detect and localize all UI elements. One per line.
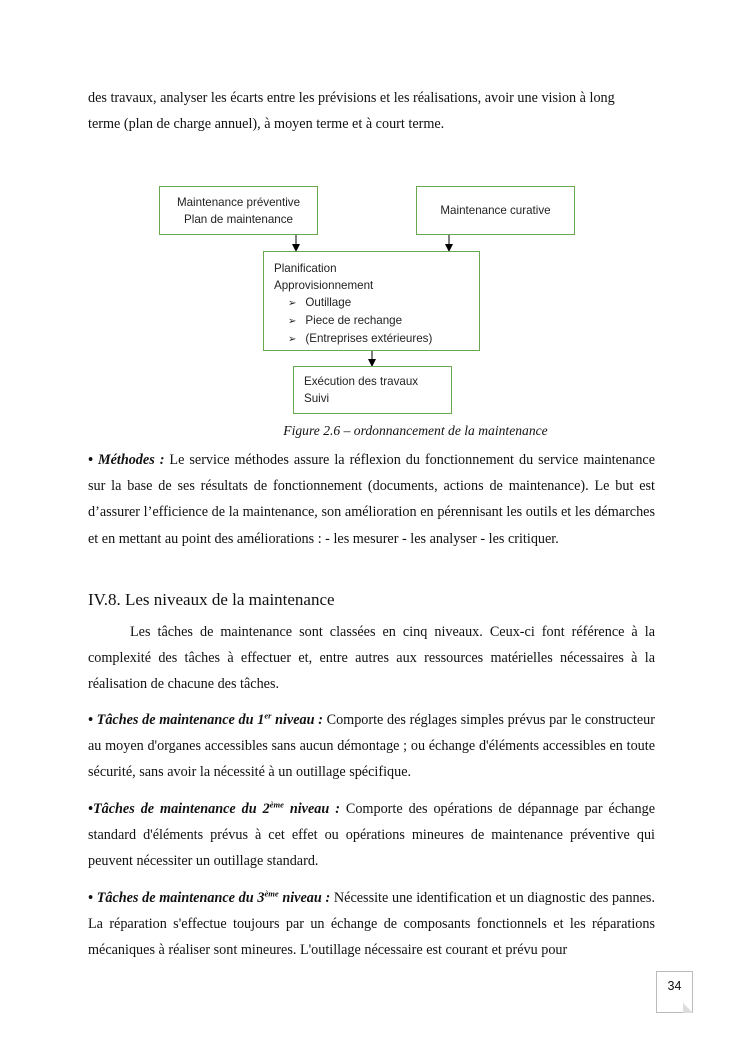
section-intro-paragraph: Les tâches de maintenance sont classées en cinq niveaux. Ceux-ci font référence à la complexité des tâches à effectuer et, entre autres aux ressources matérielles nécessaires à la réalisation de chacune des tâches. <box>88 624 655 693</box>
planning-list <box>274 294 469 348</box>
figure-caption: Figure 2.6 – ordonnancement de la maintenance <box>283 423 548 438</box>
bullet: • <box>88 890 93 906</box>
box-preventive-line-1: Maintenance préventive <box>176 195 301 209</box>
box-curative-label: Maintenance curative <box>440 204 551 217</box>
level-2-label: Tâches de maintenance du 2ème niveau : <box>92 799 340 817</box>
level-1-label: Tâches de maintenance du 1er niveau : <box>96 710 323 728</box>
level-3-paragraph <box>88 885 655 964</box>
section-heading: IV.8. Les niveaux de la maintenance <box>88 590 335 609</box>
planning-list-item: ➢ Outillage <box>288 294 469 312</box>
page-number-value: 34 <box>667 979 682 993</box>
methodes-paragraph <box>88 447 655 552</box>
page-number <box>656 971 693 1013</box>
bullet: • <box>88 801 93 817</box>
level-2-text: Comporte des opérations de dépannage par échange standard d'éléments prévus à cet effet ou opérations mineures de maintenance préventive qui peuvent nécessiter un outillage standard. <box>88 801 655 870</box>
level-2-paragraph <box>88 796 655 875</box>
level-1-text: Comporte des réglages simples prévus par le constructeur au moyen d'organes accessibles sans aucun démontage ; ou échange d'éléments accessibles en toute sécurité, sans avoir la nécessité à un outillage spécifique. <box>88 712 655 781</box>
methodes-label: Méthodes : <box>97 452 165 468</box>
intro-line-1: des travaux, analyser les écarts entre les prévisions et les réalisations, avoir une vision à long <box>88 90 615 106</box>
page-fold-icon <box>683 1003 693 1013</box>
methodes-text: Le service méthodes assure la réflexion du fonctionnement du service maintenance sur la base de ses résultats de fonctionnement (documents, actions de maintenance). Le but est d’assurer l’efficience de la maintenance, son amélioration en pérennisant les outils et les démarches et en mettant au point des améliorations : - les mesurer - les analyser - les critiquer. <box>88 452 656 547</box>
planning-list-item: ➢ Piece de rechange <box>288 312 469 330</box>
planning-list-item: ➢ (Entreprises extérieures) <box>288 330 469 348</box>
box-maintenance-curative <box>416 186 575 235</box>
bullet: • <box>88 712 93 728</box>
box-preventive-line-2: Plan de maintenance <box>184 212 293 226</box>
box-execution-line-1: Exécution des travaux <box>304 375 419 388</box>
level-3-label: Tâches de maintenance du 3ème niveau : <box>96 888 331 906</box>
box-maintenance-preventive <box>159 186 318 235</box>
intro-line-2: terme (plan de charge annuel), à moyen terme et à court terme. <box>88 116 445 133</box>
box-planning-line-2: Approvisionnement <box>274 279 374 292</box>
box-planning-line-1: Planification <box>274 262 337 275</box>
bullet: • <box>88 452 93 468</box>
level-1-paragraph <box>88 707 655 786</box>
box-execution-line-2: Suivi <box>304 392 330 405</box>
level-3-text: Nécessite une identification et un diagnostic des pannes. La réparation s'effectue toujours par un échange de composants fonctionnels et les réparations mécaniques à réaliser sont mineures. L'outillage nécessaire est courant et prévu pour <box>88 890 656 959</box>
box-planification <box>263 251 480 351</box>
box-execution <box>293 366 452 414</box>
